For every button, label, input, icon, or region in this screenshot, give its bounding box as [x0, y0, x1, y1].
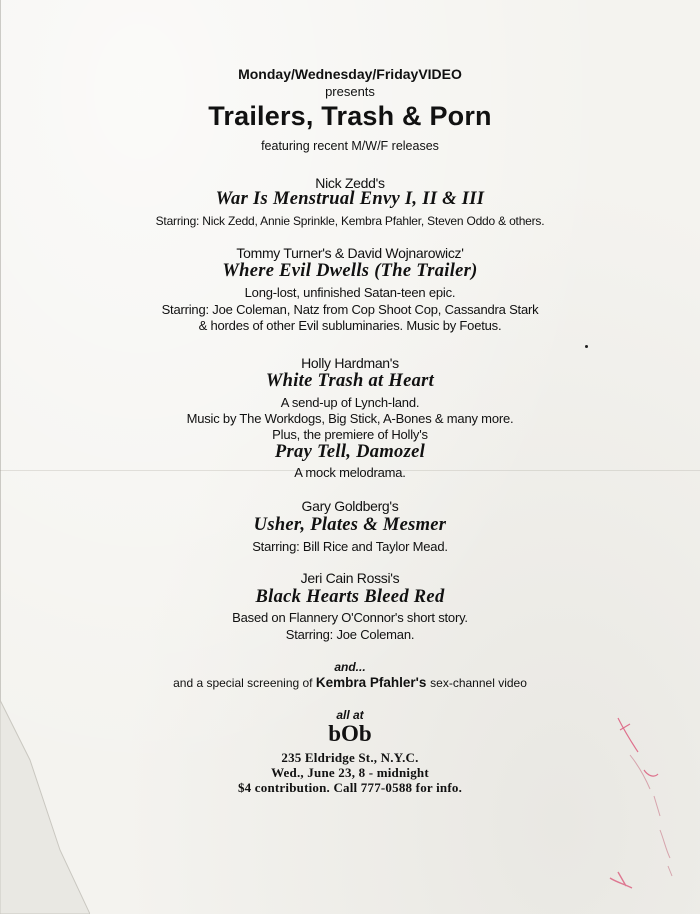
film-title: Usher, Plates & Mesmer — [253, 515, 447, 535]
film-credits: Starring: Joe Coleman, Natz from Cop Shoot Cop, Cassandra Stark — [161, 302, 539, 317]
venue-address: 235 Eldridge St., N.Y.C. — [281, 750, 419, 765]
film-title: White Trash at Heart — [265, 371, 435, 391]
film-credits: Starring: Joe Coleman. — [285, 627, 415, 642]
page-title: Trailers, Trash & Porn — [208, 101, 492, 131]
film-credits: Starring: Nick Zedd, Annie Sprinkle, Kembra Pfahler, Steven Oddo & others. — [155, 214, 545, 228]
event-date: Wed., June 23, 8 - midnight — [271, 765, 429, 780]
film-description: Based on Flannery O'Connor's short story. — [232, 610, 468, 625]
film-description: Plus, the premiere of Holly's — [272, 427, 428, 442]
special-screening — [0, 675, 700, 690]
ink-dot — [585, 345, 588, 348]
film-presenter: Jeri Cain Rossi's — [300, 570, 400, 586]
film-presenter: Holly Hardman's — [301, 355, 399, 371]
film-credits: Starring: Bill Rice and Taylor Mead. — [252, 539, 448, 554]
film-title: Pray Tell, Damozel — [274, 442, 426, 462]
and-label: and... — [334, 660, 366, 674]
film-presenter: Tommy Turner's & David Wojnarowicz' — [236, 245, 464, 261]
presenter-company: Monday/Wednesday/FridayVIDEO — [238, 66, 462, 82]
special-name: Kembra Pfahler's — [315, 675, 427, 690]
film-presenter: Nick Zedd's — [315, 175, 385, 191]
all-at-label: all at — [336, 708, 364, 722]
film-description: Long-lost, unfinished Satan-teen epic. — [244, 285, 456, 300]
film-description: A send-up of Lynch-land. — [280, 395, 420, 410]
contribution-info: $4 contribution. Call 777-0588 for info. — [237, 780, 463, 795]
venue-name: bOb — [328, 721, 372, 746]
film-title: Where Evil Dwells (The Trailer) — [222, 261, 478, 281]
pencil-annotation — [600, 700, 700, 914]
special-prefix: and a special screening of — [173, 676, 313, 690]
film-title: Black Hearts Bleed Red — [255, 587, 445, 607]
film-credits: & hordes of other Evil subluminaries. Music by Foetus. — [198, 318, 502, 333]
film-title: War Is Menstrual Envy I, II & III — [215, 189, 485, 209]
special-suffix: sex-channel video — [430, 676, 527, 690]
film-presenter: Gary Goldberg's — [301, 498, 399, 514]
subtitle: featuring recent M/W/F releases — [261, 139, 439, 153]
film-description: A mock melodrama. — [294, 465, 406, 480]
presents-label: presents — [325, 84, 375, 99]
film-credits: Music by The Workdogs, Big Stick, A-Bones & many more. — [186, 411, 514, 426]
